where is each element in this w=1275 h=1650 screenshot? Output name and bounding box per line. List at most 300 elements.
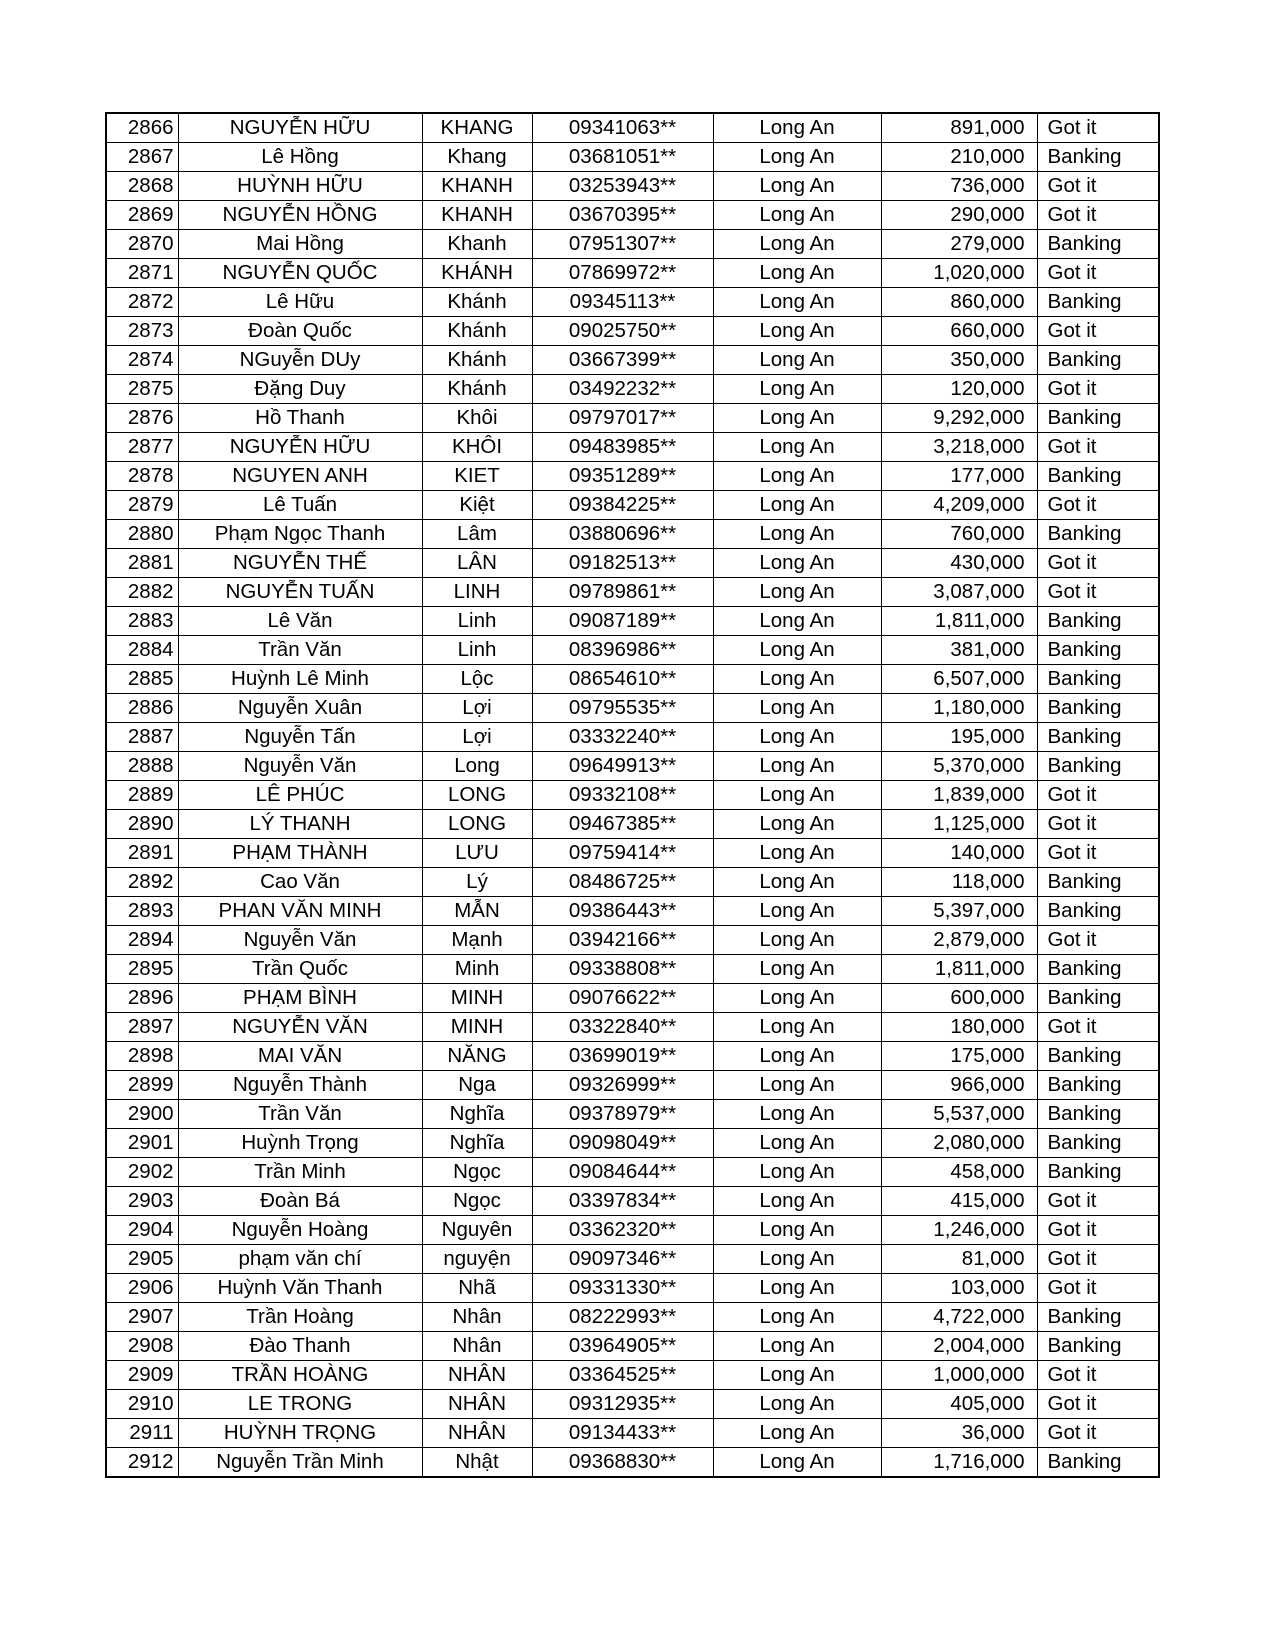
- amount-cell: 1,000,000: [881, 1361, 1037, 1390]
- amount-cell: 1,180,000: [881, 694, 1037, 723]
- phone-cell: 09797017**: [532, 404, 713, 433]
- phone-cell: 09384225**: [532, 491, 713, 520]
- first-name-cell: Long: [422, 752, 532, 781]
- first-name-cell: Khôi: [422, 404, 532, 433]
- winners-table: [105, 112, 1160, 1478]
- row-number-cell: 2895: [106, 955, 178, 984]
- table-row: [106, 897, 1159, 926]
- province-cell: Long An: [713, 1303, 881, 1332]
- row-number-cell: 2902: [106, 1158, 178, 1187]
- phone-cell: 03942166**: [532, 926, 713, 955]
- payment-method-cell: Banking: [1037, 1158, 1159, 1187]
- amount-cell: 760,000: [881, 520, 1037, 549]
- last-name-cell: PHẠM THÀNH: [178, 839, 422, 868]
- payment-method-cell: Got it: [1037, 926, 1159, 955]
- first-name-cell: Nga: [422, 1071, 532, 1100]
- row-number-cell: 2889: [106, 781, 178, 810]
- amount-cell: 966,000: [881, 1071, 1037, 1100]
- last-name-cell: HUỲNH TRỌNG: [178, 1419, 422, 1448]
- amount-cell: 1,811,000: [881, 955, 1037, 984]
- province-cell: Long An: [713, 897, 881, 926]
- row-number-cell: 2869: [106, 201, 178, 230]
- province-cell: Long An: [713, 375, 881, 404]
- first-name-cell: LINH: [422, 578, 532, 607]
- phone-cell: 03364525**: [532, 1361, 713, 1390]
- province-cell: Long An: [713, 607, 881, 636]
- payment-method-cell: Banking: [1037, 694, 1159, 723]
- last-name-cell: Huỳnh Trọng: [178, 1129, 422, 1158]
- last-name-cell: Lê Tuấn: [178, 491, 422, 520]
- payment-method-cell: Got it: [1037, 1187, 1159, 1216]
- province-cell: Long An: [713, 346, 881, 375]
- phone-cell: 09326999**: [532, 1071, 713, 1100]
- table-row: [106, 172, 1159, 201]
- province-cell: Long An: [713, 549, 881, 578]
- last-name-cell: Trần Minh: [178, 1158, 422, 1187]
- phone-cell: 09087189**: [532, 607, 713, 636]
- province-cell: Long An: [713, 665, 881, 694]
- row-number-cell: 2911: [106, 1419, 178, 1448]
- amount-cell: 5,370,000: [881, 752, 1037, 781]
- amount-cell: 120,000: [881, 375, 1037, 404]
- table-row: [106, 113, 1159, 143]
- table-row: [106, 491, 1159, 520]
- amount-cell: 1,020,000: [881, 259, 1037, 288]
- amount-cell: 1,246,000: [881, 1216, 1037, 1245]
- phone-cell: 03253943**: [532, 172, 713, 201]
- last-name-cell: Lê Văn: [178, 607, 422, 636]
- amount-cell: 6,507,000: [881, 665, 1037, 694]
- province-cell: Long An: [713, 810, 881, 839]
- first-name-cell: MINH: [422, 984, 532, 1013]
- province-cell: Long An: [713, 520, 881, 549]
- table-row: [106, 955, 1159, 984]
- province-cell: Long An: [713, 1071, 881, 1100]
- table-row: [106, 810, 1159, 839]
- phone-cell: 09134433**: [532, 1419, 713, 1448]
- payment-method-cell: Banking: [1037, 607, 1159, 636]
- province-cell: Long An: [713, 723, 881, 752]
- first-name-cell: Nhân: [422, 1303, 532, 1332]
- first-name-cell: NHÂN: [422, 1419, 532, 1448]
- last-name-cell: NGUYEN ANH: [178, 462, 422, 491]
- phone-cell: 09795535**: [532, 694, 713, 723]
- amount-cell: 2,004,000: [881, 1332, 1037, 1361]
- last-name-cell: LÊ PHÚC: [178, 781, 422, 810]
- province-cell: Long An: [713, 984, 881, 1013]
- amount-cell: 600,000: [881, 984, 1037, 1013]
- payment-method-cell: Got it: [1037, 1245, 1159, 1274]
- row-number-cell: 2892: [106, 868, 178, 897]
- phone-cell: 09331330**: [532, 1274, 713, 1303]
- payment-method-cell: Got it: [1037, 1390, 1159, 1419]
- first-name-cell: MẪN: [422, 897, 532, 926]
- amount-cell: 177,000: [881, 462, 1037, 491]
- last-name-cell: NGUYỄN QUỐC: [178, 259, 422, 288]
- phone-cell: 09467385**: [532, 810, 713, 839]
- row-number-cell: 2888: [106, 752, 178, 781]
- province-cell: Long An: [713, 1274, 881, 1303]
- table-row: [106, 1332, 1159, 1361]
- table-body: [106, 113, 1159, 1477]
- first-name-cell: LONG: [422, 781, 532, 810]
- phone-cell: 09759414**: [532, 839, 713, 868]
- payment-method-cell: Got it: [1037, 1274, 1159, 1303]
- row-number-cell: 2879: [106, 491, 178, 520]
- table-row: [106, 868, 1159, 897]
- last-name-cell: NGUYỄN VĂN: [178, 1013, 422, 1042]
- first-name-cell: KHÁNH: [422, 259, 532, 288]
- payment-method-cell: Banking: [1037, 288, 1159, 317]
- row-number-cell: 2898: [106, 1042, 178, 1071]
- payment-method-cell: Banking: [1037, 1100, 1159, 1129]
- last-name-cell: PHẠM BÌNH: [178, 984, 422, 1013]
- table-row: [106, 1071, 1159, 1100]
- amount-cell: 736,000: [881, 172, 1037, 201]
- province-cell: Long An: [713, 259, 881, 288]
- province-cell: Long An: [713, 955, 881, 984]
- row-number-cell: 2910: [106, 1390, 178, 1419]
- province-cell: Long An: [713, 143, 881, 172]
- first-name-cell: Khanh: [422, 230, 532, 259]
- last-name-cell: Huỳnh Lê Minh: [178, 665, 422, 694]
- last-name-cell: TRẦN HOÀNG: [178, 1361, 422, 1390]
- phone-cell: 03880696**: [532, 520, 713, 549]
- payment-method-cell: Banking: [1037, 665, 1159, 694]
- last-name-cell: Mai Hồng: [178, 230, 422, 259]
- amount-cell: 140,000: [881, 839, 1037, 868]
- amount-cell: 9,292,000: [881, 404, 1037, 433]
- payment-method-cell: Banking: [1037, 1071, 1159, 1100]
- phone-cell: 07869972**: [532, 259, 713, 288]
- first-name-cell: Khang: [422, 143, 532, 172]
- first-name-cell: Ngọc: [422, 1187, 532, 1216]
- table-row: [106, 665, 1159, 694]
- amount-cell: 458,000: [881, 1158, 1037, 1187]
- row-number-cell: 2903: [106, 1187, 178, 1216]
- payment-method-cell: Got it: [1037, 1013, 1159, 1042]
- row-number-cell: 2873: [106, 317, 178, 346]
- amount-cell: 381,000: [881, 636, 1037, 665]
- row-number-cell: 2893: [106, 897, 178, 926]
- payment-method-cell: Banking: [1037, 897, 1159, 926]
- amount-cell: 2,879,000: [881, 926, 1037, 955]
- row-number-cell: 2905: [106, 1245, 178, 1274]
- table-row: [106, 230, 1159, 259]
- row-number-cell: 2900: [106, 1100, 178, 1129]
- payment-method-cell: Banking: [1037, 752, 1159, 781]
- row-number-cell: 2891: [106, 839, 178, 868]
- last-name-cell: LE TRONG: [178, 1390, 422, 1419]
- phone-cell: 09341063**: [532, 113, 713, 143]
- payment-method-cell: Banking: [1037, 520, 1159, 549]
- last-name-cell: Nguyễn Xuân: [178, 694, 422, 723]
- payment-method-cell: Got it: [1037, 259, 1159, 288]
- province-cell: Long An: [713, 1361, 881, 1390]
- first-name-cell: Khánh: [422, 288, 532, 317]
- amount-cell: 1,716,000: [881, 1448, 1037, 1478]
- payment-method-cell: Got it: [1037, 317, 1159, 346]
- table-row: [106, 926, 1159, 955]
- last-name-cell: Nguyễn Hoàng: [178, 1216, 422, 1245]
- amount-cell: 1,125,000: [881, 810, 1037, 839]
- phone-cell: 03670395**: [532, 201, 713, 230]
- row-number-cell: 2877: [106, 433, 178, 462]
- first-name-cell: KHANH: [422, 172, 532, 201]
- amount-cell: 3,087,000: [881, 578, 1037, 607]
- last-name-cell: Huỳnh Văn Thanh: [178, 1274, 422, 1303]
- row-number-cell: 2899: [106, 1071, 178, 1100]
- amount-cell: 405,000: [881, 1390, 1037, 1419]
- last-name-cell: Trần Quốc: [178, 955, 422, 984]
- phone-cell: 09097346**: [532, 1245, 713, 1274]
- amount-cell: 118,000: [881, 868, 1037, 897]
- payment-method-cell: Got it: [1037, 201, 1159, 230]
- row-number-cell: 2880: [106, 520, 178, 549]
- payment-method-cell: Banking: [1037, 955, 1159, 984]
- province-cell: Long An: [713, 172, 881, 201]
- amount-cell: 279,000: [881, 230, 1037, 259]
- last-name-cell: Đào Thanh: [178, 1332, 422, 1361]
- province-cell: Long An: [713, 1390, 881, 1419]
- last-name-cell: MAI VĂN: [178, 1042, 422, 1071]
- first-name-cell: Nghĩa: [422, 1129, 532, 1158]
- table-row: [106, 1448, 1159, 1478]
- table-row: [106, 1361, 1159, 1390]
- last-name-cell: Cao Văn: [178, 868, 422, 897]
- table-row: [106, 636, 1159, 665]
- amount-cell: 660,000: [881, 317, 1037, 346]
- row-number-cell: 2908: [106, 1332, 178, 1361]
- last-name-cell: Nguyễn Tấn: [178, 723, 422, 752]
- row-number-cell: 2883: [106, 607, 178, 636]
- table-row: [106, 1419, 1159, 1448]
- amount-cell: 210,000: [881, 143, 1037, 172]
- payment-method-cell: Got it: [1037, 491, 1159, 520]
- row-number-cell: 2874: [106, 346, 178, 375]
- first-name-cell: nguyện: [422, 1245, 532, 1274]
- phone-cell: 09076622**: [532, 984, 713, 1013]
- payment-method-cell: Got it: [1037, 549, 1159, 578]
- last-name-cell: Đoàn Quốc: [178, 317, 422, 346]
- table-row: [106, 752, 1159, 781]
- last-name-cell: PHAN VĂN MINH: [178, 897, 422, 926]
- phone-cell: 03699019**: [532, 1042, 713, 1071]
- phone-cell: 09351289**: [532, 462, 713, 491]
- province-cell: Long An: [713, 1129, 881, 1158]
- phone-cell: 08396986**: [532, 636, 713, 665]
- table-row: [106, 1100, 1159, 1129]
- table-row: [106, 259, 1159, 288]
- row-number-cell: 2871: [106, 259, 178, 288]
- table-row: [106, 1129, 1159, 1158]
- payment-method-cell: Banking: [1037, 1303, 1159, 1332]
- row-number-cell: 2878: [106, 462, 178, 491]
- row-number-cell: 2876: [106, 404, 178, 433]
- amount-cell: 180,000: [881, 1013, 1037, 1042]
- payment-method-cell: Got it: [1037, 113, 1159, 143]
- amount-cell: 860,000: [881, 288, 1037, 317]
- first-name-cell: NĂNG: [422, 1042, 532, 1071]
- province-cell: Long An: [713, 868, 881, 897]
- payment-method-cell: Got it: [1037, 375, 1159, 404]
- last-name-cell: Trần Văn: [178, 1100, 422, 1129]
- first-name-cell: Ngọc: [422, 1158, 532, 1187]
- province-cell: Long An: [713, 201, 881, 230]
- table-row: [106, 288, 1159, 317]
- payment-method-cell: Banking: [1037, 404, 1159, 433]
- phone-cell: 09378979**: [532, 1100, 713, 1129]
- first-name-cell: Linh: [422, 607, 532, 636]
- last-name-cell: phạm văn chí: [178, 1245, 422, 1274]
- first-name-cell: KHANH: [422, 201, 532, 230]
- payment-method-cell: Banking: [1037, 230, 1159, 259]
- table-row: [106, 404, 1159, 433]
- row-number-cell: 2901: [106, 1129, 178, 1158]
- row-number-cell: 2912: [106, 1448, 178, 1478]
- last-name-cell: Nguyễn Văn: [178, 926, 422, 955]
- province-cell: Long An: [713, 433, 881, 462]
- phone-cell: 03322840**: [532, 1013, 713, 1042]
- province-cell: Long An: [713, 1042, 881, 1071]
- row-number-cell: 2881: [106, 549, 178, 578]
- phone-cell: 09084644**: [532, 1158, 713, 1187]
- amount-cell: 5,397,000: [881, 897, 1037, 926]
- last-name-cell: Hồ Thanh: [178, 404, 422, 433]
- row-number-cell: 2896: [106, 984, 178, 1013]
- first-name-cell: Lợi: [422, 694, 532, 723]
- amount-cell: 3,218,000: [881, 433, 1037, 462]
- last-name-cell: NGUYỄN TUẤN: [178, 578, 422, 607]
- province-cell: Long An: [713, 1013, 881, 1042]
- payment-method-cell: Got it: [1037, 433, 1159, 462]
- province-cell: Long An: [713, 1158, 881, 1187]
- first-name-cell: Khánh: [422, 375, 532, 404]
- row-number-cell: 2882: [106, 578, 178, 607]
- province-cell: Long An: [713, 1448, 881, 1478]
- last-name-cell: Nguyễn Thành: [178, 1071, 422, 1100]
- province-cell: Long An: [713, 1245, 881, 1274]
- phone-cell: 09483985**: [532, 433, 713, 462]
- payment-method-cell: Got it: [1037, 781, 1159, 810]
- first-name-cell: Lâm: [422, 520, 532, 549]
- row-number-cell: 2886: [106, 694, 178, 723]
- phone-cell: 09332108**: [532, 781, 713, 810]
- row-number-cell: 2872: [106, 288, 178, 317]
- amount-cell: 350,000: [881, 346, 1037, 375]
- province-cell: Long An: [713, 752, 881, 781]
- payment-method-cell: Banking: [1037, 1042, 1159, 1071]
- last-name-cell: Lê Hồng: [178, 143, 422, 172]
- phone-cell: 03667399**: [532, 346, 713, 375]
- first-name-cell: KHÔI: [422, 433, 532, 462]
- table-row: [106, 839, 1159, 868]
- first-name-cell: Lý: [422, 868, 532, 897]
- province-cell: Long An: [713, 491, 881, 520]
- last-name-cell: NGUYỄN THẾ: [178, 549, 422, 578]
- province-cell: Long An: [713, 317, 881, 346]
- payment-method-cell: Got it: [1037, 1361, 1159, 1390]
- province-cell: Long An: [713, 1187, 881, 1216]
- row-number-cell: 2904: [106, 1216, 178, 1245]
- phone-cell: 03964905**: [532, 1332, 713, 1361]
- amount-cell: 5,537,000: [881, 1100, 1037, 1129]
- first-name-cell: NHÂN: [422, 1390, 532, 1419]
- first-name-cell: LƯU: [422, 839, 532, 868]
- row-number-cell: 2870: [106, 230, 178, 259]
- payment-method-cell: Banking: [1037, 868, 1159, 897]
- table-row: [106, 781, 1159, 810]
- first-name-cell: KIET: [422, 462, 532, 491]
- table-row: [106, 694, 1159, 723]
- province-cell: Long An: [713, 462, 881, 491]
- payment-method-cell: Got it: [1037, 578, 1159, 607]
- amount-cell: 36,000: [881, 1419, 1037, 1448]
- row-number-cell: 2867: [106, 143, 178, 172]
- phone-cell: 03681051**: [532, 143, 713, 172]
- amount-cell: 81,000: [881, 1245, 1037, 1274]
- last-name-cell: HUỲNH HỮU: [178, 172, 422, 201]
- amount-cell: 4,209,000: [881, 491, 1037, 520]
- last-name-cell: Trần Hoàng: [178, 1303, 422, 1332]
- last-name-cell: Nguyễn Văn: [178, 752, 422, 781]
- province-cell: Long An: [713, 839, 881, 868]
- first-name-cell: LONG: [422, 810, 532, 839]
- phone-cell: 09025750**: [532, 317, 713, 346]
- payment-method-cell: Got it: [1037, 810, 1159, 839]
- first-name-cell: NHÂN: [422, 1361, 532, 1390]
- table-row: [106, 462, 1159, 491]
- province-cell: Long An: [713, 288, 881, 317]
- phone-cell: 09312935**: [532, 1390, 713, 1419]
- payment-method-cell: Banking: [1037, 984, 1159, 1013]
- province-cell: Long An: [713, 230, 881, 259]
- table-row: [106, 1013, 1159, 1042]
- amount-cell: 175,000: [881, 1042, 1037, 1071]
- table-row: [106, 375, 1159, 404]
- phone-cell: 07951307**: [532, 230, 713, 259]
- table-row: [106, 1303, 1159, 1332]
- amount-cell: 415,000: [881, 1187, 1037, 1216]
- province-cell: Long An: [713, 404, 881, 433]
- phone-cell: 09649913**: [532, 752, 713, 781]
- amount-cell: 290,000: [881, 201, 1037, 230]
- table-row: [106, 346, 1159, 375]
- first-name-cell: Nghĩa: [422, 1100, 532, 1129]
- table-row: [106, 1274, 1159, 1303]
- province-cell: Long An: [713, 113, 881, 143]
- phone-cell: 03362320**: [532, 1216, 713, 1245]
- phone-cell: 09182513**: [532, 549, 713, 578]
- table-row: [106, 1245, 1159, 1274]
- table-row: [106, 549, 1159, 578]
- table-row: [106, 1390, 1159, 1419]
- payment-method-cell: Banking: [1037, 462, 1159, 491]
- amount-cell: 4,722,000: [881, 1303, 1037, 1332]
- row-number-cell: 2906: [106, 1274, 178, 1303]
- first-name-cell: Khánh: [422, 317, 532, 346]
- phone-cell: 03492232**: [532, 375, 713, 404]
- row-number-cell: 2885: [106, 665, 178, 694]
- payment-method-cell: Banking: [1037, 1332, 1159, 1361]
- province-cell: Long An: [713, 1419, 881, 1448]
- phone-cell: 09789861**: [532, 578, 713, 607]
- first-name-cell: Nhật: [422, 1448, 532, 1478]
- phone-cell: 08654610**: [532, 665, 713, 694]
- amount-cell: 1,839,000: [881, 781, 1037, 810]
- payment-method-cell: Banking: [1037, 1448, 1159, 1478]
- last-name-cell: NGUYỄN HỮU: [178, 113, 422, 143]
